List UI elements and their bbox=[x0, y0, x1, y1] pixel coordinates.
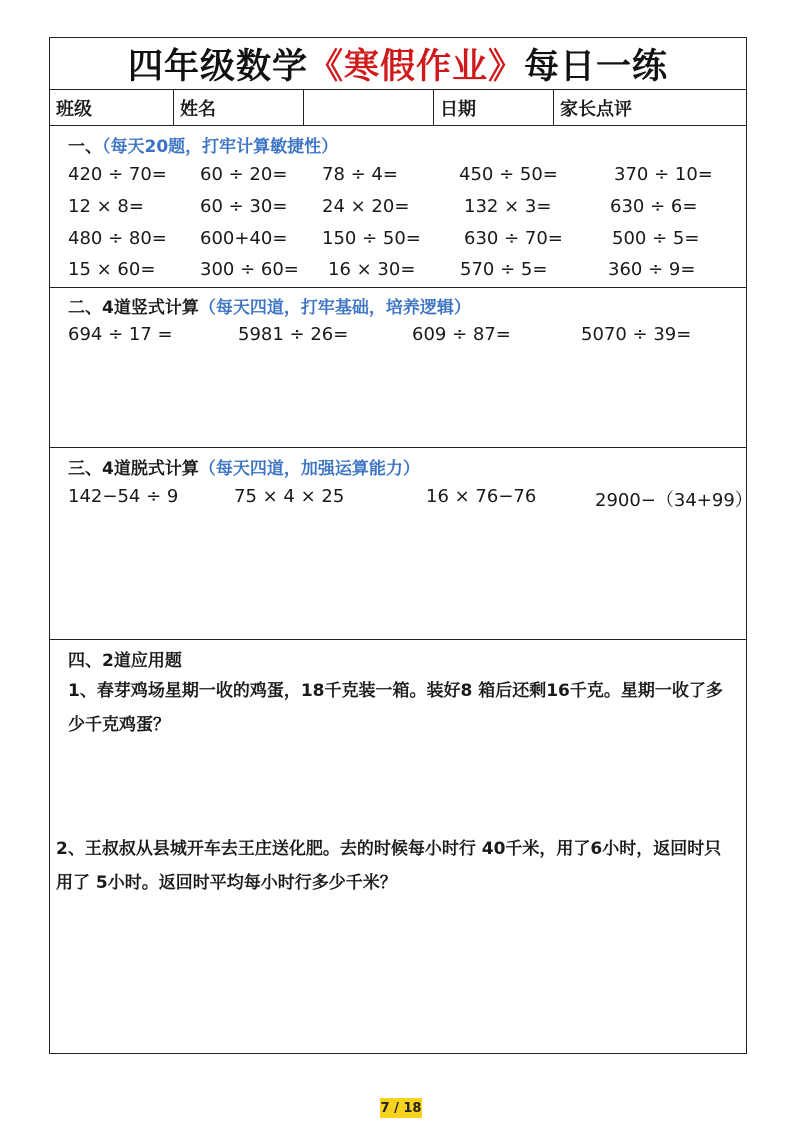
word-problem-1: 1、春芽鸡场星期一收的鸡蛋，18千克装一箱。装好8 箱后还剩16千克。星期一收了多少千克鸡蛋？ bbox=[68, 681, 723, 735]
calc-item: 570 ÷ 5= bbox=[460, 259, 548, 280]
calc-item: 60 ÷ 30= bbox=[200, 196, 288, 217]
calc-item: 360 ÷ 9= bbox=[608, 259, 696, 280]
vertical-item: 5070 ÷ 39= bbox=[581, 324, 692, 345]
info-class[interactable]: 班级 bbox=[50, 90, 174, 125]
worksheet bbox=[49, 37, 753, 1054]
section2-note: （每天四道，打牢基础，培养逻辑） bbox=[198, 298, 471, 318]
info-row bbox=[50, 90, 746, 126]
calc-item: 630 ÷ 70= bbox=[464, 228, 563, 249]
section-vertical-calculation bbox=[50, 288, 746, 448]
calc-item: 300 ÷ 60= bbox=[200, 259, 299, 280]
stepwise-item: 142−54 ÷ 9 bbox=[68, 486, 179, 507]
calc-item: 60 ÷ 20= bbox=[200, 164, 288, 185]
section1-title: 一、（每天20题，打牢计算敏捷性） bbox=[68, 137, 339, 157]
section4-title: 四、2道应用题 bbox=[68, 651, 182, 671]
title-highlight: 《寒假作业》 bbox=[307, 45, 524, 87]
calc-item: 78 ÷ 4= bbox=[322, 164, 398, 185]
page-number-badge: 7 / 18 bbox=[380, 1098, 422, 1118]
title-daily: 每日一练 bbox=[524, 45, 669, 87]
vertical-item: 609 ÷ 87= bbox=[412, 324, 511, 345]
calc-item: 24 × 20= bbox=[322, 196, 410, 217]
calc-item: 370 ÷ 10= bbox=[614, 164, 713, 185]
info-date[interactable]: 日期 bbox=[434, 90, 554, 125]
info-parent-comment[interactable]: 家长点评 bbox=[560, 98, 632, 120]
section-word-problems bbox=[50, 640, 746, 1053]
calc-item: 480 ÷ 80= bbox=[68, 228, 167, 249]
section1-note: （每天20题，打牢计算敏捷性） bbox=[102, 137, 339, 157]
calc-item: 500 ÷ 5= bbox=[612, 228, 700, 249]
calc-item: 420 ÷ 70= bbox=[68, 164, 167, 185]
section3-title: 三、4道脱式计算（每天四道，加强运算能力） bbox=[68, 459, 420, 479]
calc-item: 15 × 60= bbox=[68, 259, 156, 280]
page-title bbox=[50, 38, 746, 90]
calc-item: 630 ÷ 6= bbox=[610, 196, 698, 217]
calc-item: 450 ÷ 50= bbox=[459, 164, 558, 185]
stepwise-item: 75 × 4 × 25 bbox=[234, 486, 345, 507]
section3-note: （每天四道，加强运算能力） bbox=[198, 459, 420, 479]
word-problem-2: 2、王叔叔从县城开车去王庄送化肥。去的时候每小时行 40千米，用了6小时，返回时只用了 5小时。返回时平均每小时行多少千米？ bbox=[56, 839, 722, 893]
info-name-field[interactable] bbox=[304, 90, 434, 125]
section-stepwise-calculation bbox=[50, 448, 753, 640]
vertical-item: 5981 ÷ 26= bbox=[238, 324, 349, 345]
section2-title: 二、4道竖式计算（每天四道，打牢基础，培养逻辑） bbox=[68, 298, 471, 318]
calc-item: 132 × 3= bbox=[464, 196, 552, 217]
title-grade: 四年级数学 bbox=[127, 45, 308, 87]
vertical-item: 694 ÷ 17 = bbox=[68, 324, 173, 345]
calc-item: 600+40= bbox=[200, 228, 288, 249]
calc-item: 150 ÷ 50= bbox=[322, 228, 421, 249]
info-name[interactable]: 姓名 bbox=[174, 90, 304, 125]
calc-item: 16 × 30= bbox=[328, 259, 416, 280]
section-oral-calculation bbox=[50, 126, 746, 288]
stepwise-item: 2900−（34+99） bbox=[595, 490, 753, 511]
stepwise-item: 16 × 76−76 bbox=[426, 486, 537, 507]
calc-item: 12 × 8= bbox=[68, 196, 144, 217]
